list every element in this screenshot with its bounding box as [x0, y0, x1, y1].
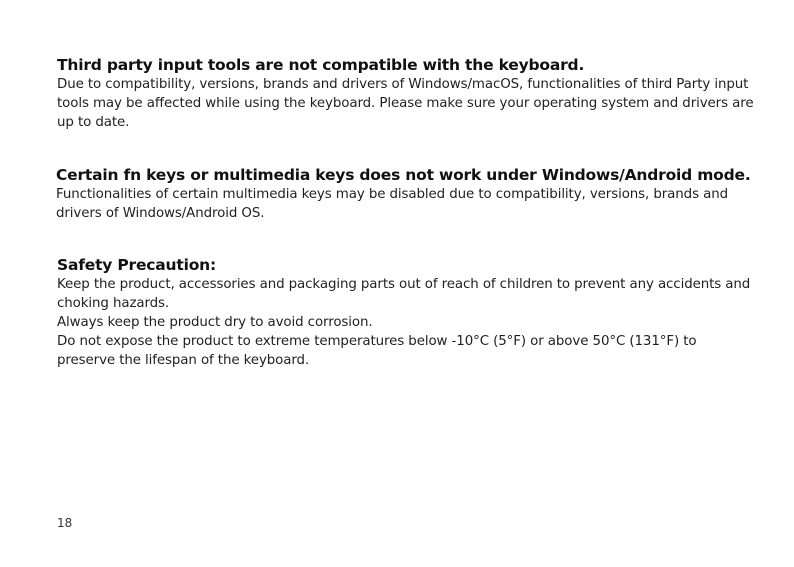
section-paragraph: Functionalities of certain multimedia keys may be disabled due to compatibility, versions, brands and drivers of Windows/Android OS.	[56, 187, 728, 221]
section-paragraph: Keep the product, accessories and packaging parts out of reach of children to prevent any accidents and choking hazards.	[57, 277, 751, 311]
section-heading: Safety Precaution:	[57, 256, 216, 274]
section-fn-multimedia-keys	[56, 165, 756, 223]
section-heading: Third party input tools are not compatible with the keyboard.	[57, 56, 585, 74]
section-paragraph: Always keep the product dry to avoid corrosion.	[57, 315, 373, 330]
section-paragraph: Do not expose the product to extreme temperatures below -10°C (5°F) or above 50°C (131°F) to preserve the lifespan of the keyboard.	[57, 334, 697, 368]
page-number: 18	[57, 516, 73, 530]
section-safety-precaution	[57, 255, 757, 370]
section-heading: Certain fn keys or multimedia keys does not work under Windows/Android mode.	[56, 166, 751, 184]
section-third-party-input-tools	[57, 55, 757, 132]
section-paragraph: Due to compatibility, versions, brands and drivers of Windows/macOS, functionalities of third Party input tools may be affected while using the keyboard. Please make sure your operating system and drivers are up to date.	[57, 77, 754, 130]
